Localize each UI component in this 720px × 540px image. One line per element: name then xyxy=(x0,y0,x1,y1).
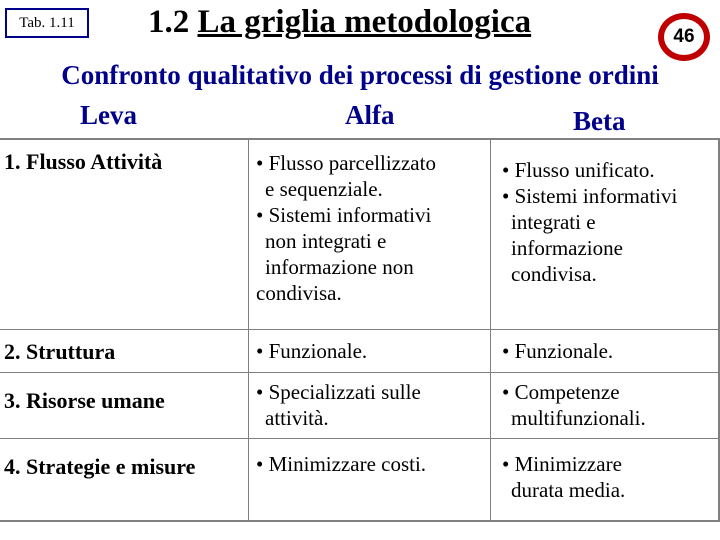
item-text: • Sistemi informativi xyxy=(256,203,432,227)
title-number: 1.2 xyxy=(148,4,190,40)
item-text: • Funzionale. xyxy=(256,339,368,363)
list-item xyxy=(502,379,716,431)
alfa-cell-strategie-misure xyxy=(256,451,488,477)
item-text: informazione xyxy=(511,236,623,260)
beta-cell-strategie-misure xyxy=(502,451,716,503)
title-text: La griglia metodologica xyxy=(197,4,532,40)
alfa-cell-struttura xyxy=(256,338,488,364)
item-text: non integrati e xyxy=(265,229,387,253)
column-header-beta: Beta xyxy=(573,106,626,136)
lever-strategie-misure: 4. Strategie e misure xyxy=(4,454,196,479)
grid-line xyxy=(0,372,720,373)
item-text: • Flusso unificato. xyxy=(502,158,655,182)
grid-line xyxy=(248,138,249,521)
slide-title xyxy=(148,4,531,41)
table-subtitle: Confronto qualitativo dei processi di gestione ordini xyxy=(61,60,659,90)
table-number-label: Tab. 1.11 xyxy=(5,8,89,38)
alfa-cell-flusso-attivita xyxy=(256,150,488,306)
list-item xyxy=(502,183,716,287)
list-item xyxy=(502,157,716,183)
page-number: 46 xyxy=(664,19,704,55)
item-text: • Sistemi informativi xyxy=(502,184,678,208)
grid-line xyxy=(0,520,720,522)
item-text: • Minimizzare costi. xyxy=(256,452,427,476)
column-header-alfa: Alfa xyxy=(345,100,395,130)
list-item xyxy=(502,338,716,364)
grid-line xyxy=(0,438,720,439)
item-text: • Flusso parcellizzato xyxy=(256,151,436,175)
item-text: • Specializzati sulle xyxy=(256,380,421,404)
item-text: attività. xyxy=(265,406,329,430)
item-text: integrati e xyxy=(511,210,596,234)
beta-cell-struttura xyxy=(502,338,716,364)
list-item xyxy=(256,338,488,364)
list-item xyxy=(256,451,488,477)
list-item xyxy=(256,202,488,306)
item-text: • Competenze xyxy=(502,380,620,404)
item-text: condivisa. xyxy=(256,281,342,305)
item-text: durata media. xyxy=(511,478,626,502)
list-item xyxy=(502,451,716,503)
beta-cell-risorse-umane xyxy=(502,379,716,431)
alfa-cell-risorse-umane xyxy=(256,379,488,431)
item-text: informazione non xyxy=(265,255,414,279)
item-text: e sequenziale. xyxy=(265,177,383,201)
list-item xyxy=(256,379,488,431)
item-text: condivisa. xyxy=(511,262,597,286)
beta-cell-flusso-attivita xyxy=(502,157,716,287)
lever-struttura: 2. Struttura xyxy=(4,339,116,364)
page-number-badge xyxy=(658,13,710,61)
grid-line xyxy=(0,138,720,140)
list-item xyxy=(256,150,488,202)
item-text: multifunzionali. xyxy=(511,406,646,430)
column-header-leva: Leva xyxy=(80,100,137,130)
lever-flusso-attivita: 1. Flusso Attività xyxy=(4,149,163,174)
item-text: • Funzionale. xyxy=(502,339,614,363)
grid-line xyxy=(490,138,491,521)
item-text: • Minimizzare xyxy=(502,452,622,476)
lever-risorse-umane: 3. Risorse umane xyxy=(4,388,165,413)
grid-line xyxy=(0,329,720,330)
